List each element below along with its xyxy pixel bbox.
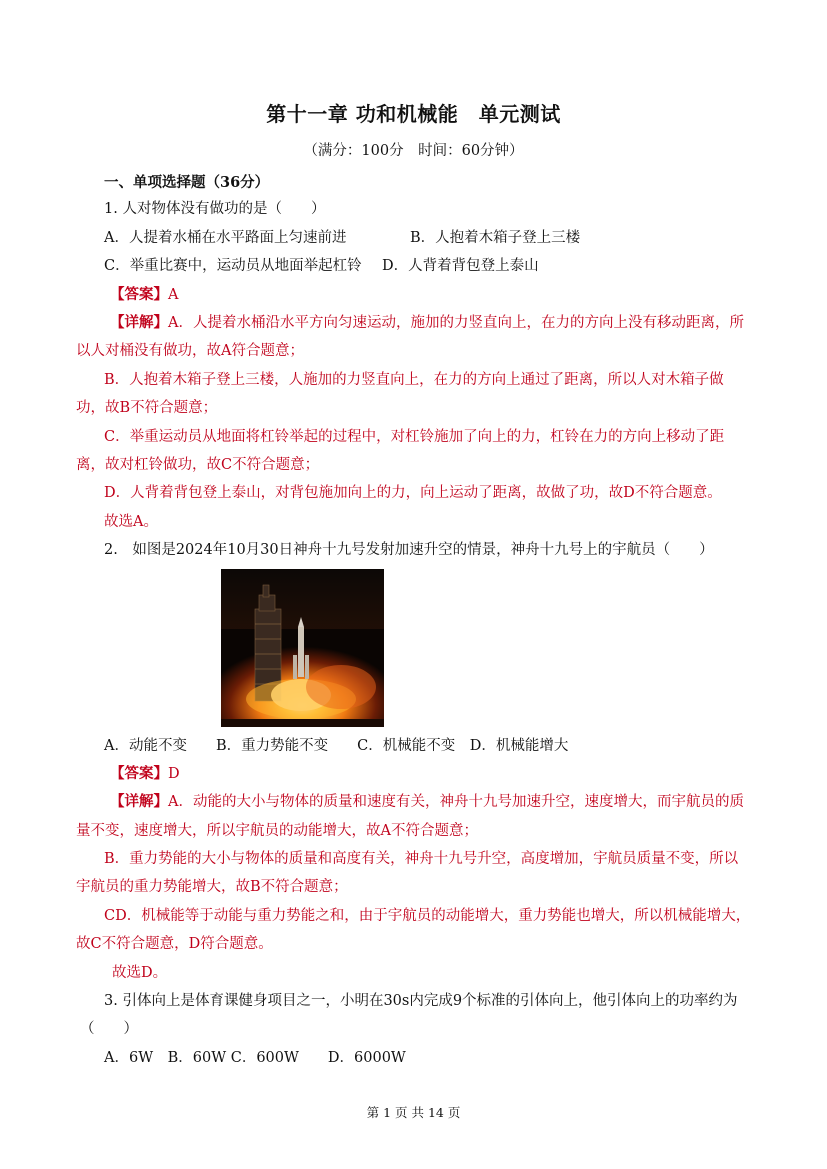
question-3-options: A．6W B．60W C．600W D．6000W	[104, 1050, 406, 1066]
question-3-stem-b: （ ）	[80, 1021, 138, 1037]
question-1-detail-2a: B．人抱着木箱子登上三楼，人施加的力竖直向上，在力的方向上通过了距离，所以人对木箱子做	[104, 372, 724, 388]
option-c: C．举重比赛中，运动员从地面举起杠铃	[104, 258, 362, 274]
question-2-detail-2a: B．重力势能的大小与物体的质量和高度有关，神舟十九号升空，高度增加，宇航员质量不变，所以	[104, 851, 739, 867]
detail-text: A．人提着水桶沿水平方向匀速运动，施加的力竖直向上，在力的方向上没有移动距离，所	[168, 315, 744, 331]
rocket-launch-image	[221, 569, 384, 727]
answer-value: D	[168, 766, 180, 782]
rocket-launch-illustration	[221, 569, 384, 727]
question-1-detail-3a: C．举重运动员从地面将杠铃举起的过程中，对杠铃施加了向上的力，杠铃在力的方向上移动了距	[104, 429, 725, 445]
question-2-choose: 故选D。	[112, 965, 168, 981]
detail-label: 【详解】	[110, 793, 168, 810]
option-a: A．人提着水桶在水平路面上匀速前进	[104, 230, 347, 246]
section-heading: 一、单项选择题（36分）	[104, 174, 270, 191]
question-3-stem-a: 3. 引体向上是体育课健身项目之一，小明在30s内完成9个标准的引体向上，他引体向上的功率约为	[104, 993, 738, 1009]
question-2-stem: 2. 如图是2024年10月30日神舟十九号发射加速升空的情景，神舟十九号上的宇航员（ ）	[104, 542, 714, 558]
answer-value: A	[168, 287, 179, 303]
question-1-choose: 故选A。	[104, 514, 158, 530]
question-2-detail-1a	[110, 792, 750, 812]
option-d: D．人背着背包登上泰山	[382, 258, 539, 274]
page-title: 第十一章 功和机械能 单元测试	[266, 102, 561, 126]
question-1-options-row-2	[104, 256, 744, 276]
question-2-detail-1b: 量不变，速度增大，所以宇航员的动能增大，故A不符合题意；	[76, 823, 478, 839]
question-1-detail-2b: 功，故B不符合题意；	[76, 400, 218, 416]
option-b: B．人抱着木箱子登上三楼	[410, 230, 581, 246]
question-1-detail-1b: 以人对桶没有做功，故A符合题意；	[76, 343, 304, 359]
question-1-stem: 1. 人对物体没有做功的是（ ）	[104, 201, 326, 217]
question-2-detail-3b: 故C不符合题意，D符合题意。	[76, 936, 273, 952]
question-1-answer	[110, 285, 750, 305]
detail-text: A．动能的大小与物体的质量和速度有关，神舟十九号加速升空，速度增大，而宇航员的质	[168, 794, 744, 810]
question-2-answer	[110, 764, 750, 784]
question-2-detail-3a: CD．机械能等于动能与重力势能之和，由于宇航员的动能增大，重力势能也增大，所以机械能增大，	[104, 908, 751, 924]
question-1-detail-1a	[110, 313, 750, 333]
page-subtitle: （满分：100分 时间：60分钟）	[303, 143, 524, 159]
question-2-detail-2b: 宇航员的重力势能增大，故B不符合题意；	[76, 879, 348, 895]
answer-label: 【答案】	[110, 765, 168, 782]
question-2-options: A．动能不变 B．重力势能不变 C．机械能不变 D．机械能增大	[104, 738, 569, 754]
question-1-detail-3b: 离，故对杠铃做功，故C不符合题意；	[76, 457, 320, 473]
detail-label: 【详解】	[110, 314, 168, 331]
page-footer: 第 1 页 共 14 页	[366, 1105, 461, 1120]
question-1-detail-4: D．人背着背包登上泰山，对背包施加向上的力，向上运动了距离，故做了功，故D不符合题意。	[104, 485, 722, 501]
answer-label: 【答案】	[110, 286, 168, 303]
question-1-options-row-1	[104, 228, 744, 248]
